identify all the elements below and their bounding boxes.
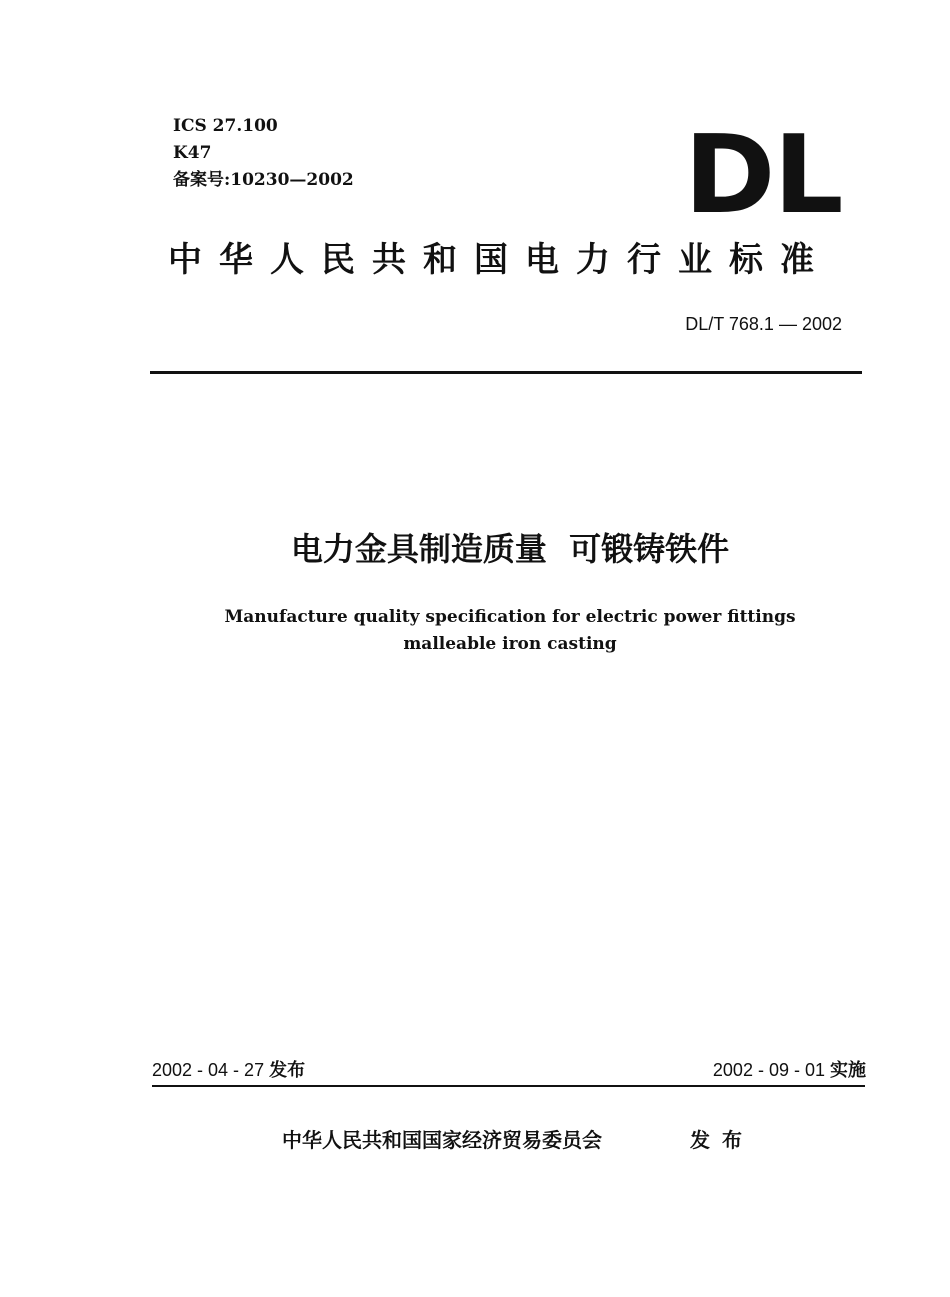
publish-label: 发布 <box>690 1128 754 1152</box>
ics-code: ICS 27.100 <box>173 116 278 136</box>
issue-date-block <box>152 1058 305 1083</box>
standard-number: DL/T 768.1 — 2002 <box>685 314 842 334</box>
issue-date: 2002 - 04 - 27 <box>152 1060 265 1080</box>
classification-code: K47 <box>173 143 212 163</box>
document-title-en-line1: Manufacture quality specification for electric power fittings <box>224 607 796 627</box>
bottom-divider <box>152 1085 865 1087</box>
standard-title: 中华人民共和国电力行业标准 <box>168 240 831 280</box>
document-title-cn: 电力金具制造质量 可锻铸铁件 <box>290 530 730 568</box>
top-divider <box>150 371 862 374</box>
document-title-en-line2: malleable iron casting <box>403 634 617 654</box>
record-number: 备案号:10230—2002 <box>173 170 354 190</box>
publisher-name: 中华人民共和国国家经济贸易委员会 <box>282 1128 602 1152</box>
dl-logo: DL <box>684 113 842 238</box>
implement-label: 实施 <box>830 1060 866 1081</box>
implement-date: 2002 - 09 - 01 <box>712 1060 825 1080</box>
implement-date-block <box>713 1058 866 1083</box>
issue-label: 发布 <box>269 1060 306 1081</box>
